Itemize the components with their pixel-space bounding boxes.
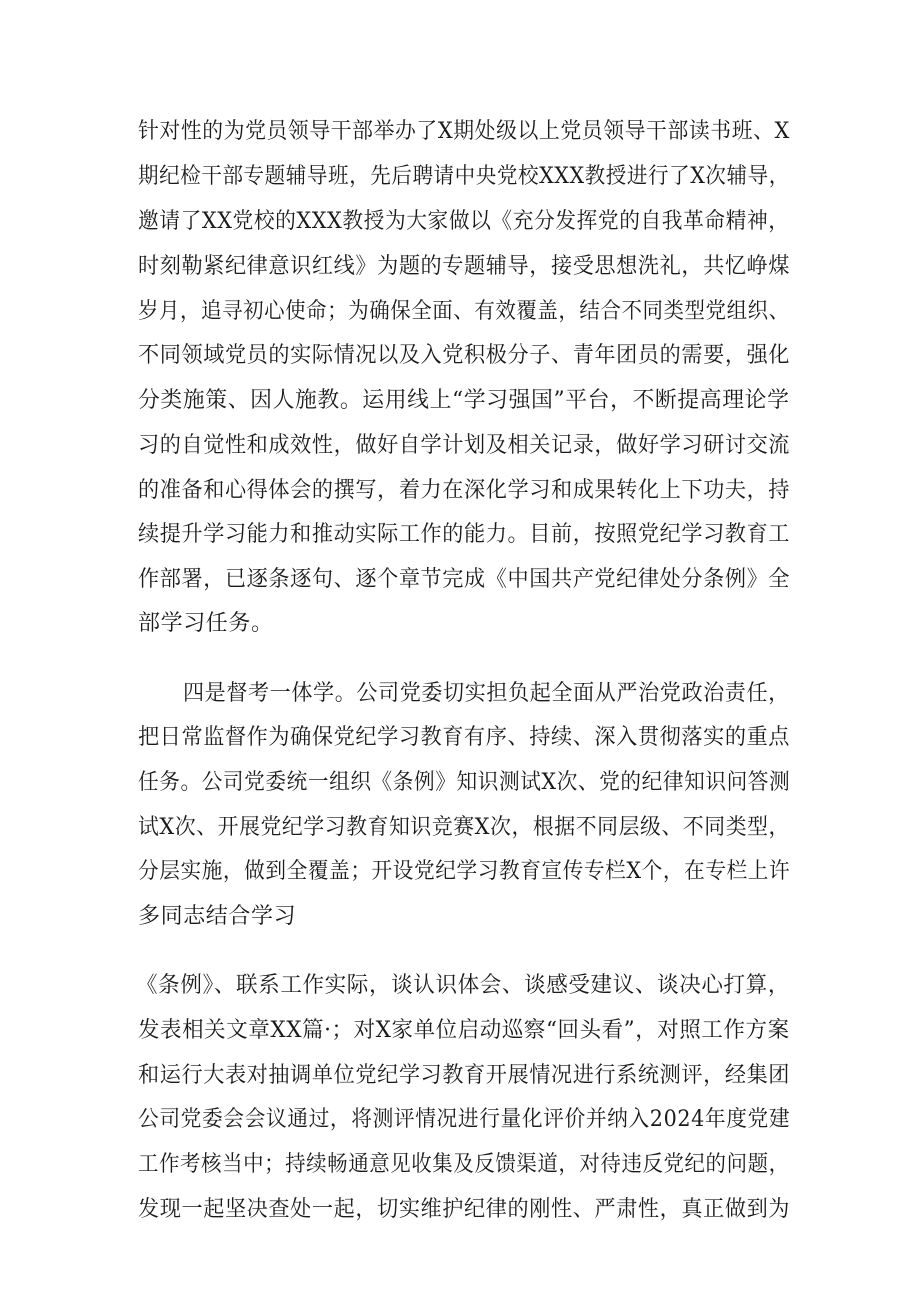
text-line: 和运行大表对抽调单位党纪学习教育开展情况进行系统测评，经集团: [138, 1063, 791, 1088]
text-line: 分层实施，做到全覆盖；开设党纪学习教育宣传专栏X个，在专栏上许: [138, 859, 791, 884]
text-line: 任务。公司党委统一组织《条例》知识测试X次、党的纪律知识问答测: [138, 770, 791, 795]
text-line: 部学习任务。: [138, 611, 274, 636]
text-line: 的准备和心得体会的撰写，着力在深化学习和成果转化上下功夫，持: [138, 478, 791, 503]
text-line: 公司党委会会议通过，将测评情况进行量化评价并纳入2024年度党建: [138, 1107, 791, 1132]
text-line: 把日常监督作为确保党纪学习教育有序、持续、深入贯彻落实的重点: [138, 725, 791, 750]
text-line: 时刻勒紧纪律意识红线》为题的专题辅导，接受思想洗礼，共忆峥煤: [138, 254, 791, 279]
text-line: 习的自觉性和成效性，做好自学计划及相关记录，做好学习研讨交流: [138, 433, 791, 458]
text-line: 多同志结合学习: [138, 904, 297, 929]
text-line: 邀请了XX党校的XXX教授为大家做以《充分发挥党的自我革命精神，: [138, 209, 790, 234]
text-line: 续提升学习能力和推动实际工作的能力。目前，按照党纪学习教育工: [138, 522, 791, 547]
text-line: 分类施策、因人施教。运用线上“学习强国”平台，不断提高理论学: [138, 388, 790, 413]
text-line: 发表相关文章XX篇·；对X家单位启动巡察“回头看”，对照工作方案: [138, 1018, 790, 1043]
text-line: 期纪检干部专题辅导班，先后聘请中央党校XXX教授进行了X次辅导，: [138, 164, 790, 189]
text-line: 《条例》、联系工作实际，谈认识体会、谈感受建议、谈决心打算，: [136, 973, 791, 998]
text-line: 试X次、开展党纪学习教育知识竞赛X次，根据不同层级、不同类型，: [138, 815, 790, 840]
text-line: 发现一起坚决查处一起，切实维护纪律的刚性、严肃性，真正做到为: [138, 1197, 791, 1222]
text-line: 作部署，已逐条逐句、逐个章节完成《中国共产党纪律处分条例》全: [138, 567, 791, 592]
text-line: 四是督考一体学。公司党委切实担负起全面从严治党政治责任，: [183, 681, 790, 706]
text-line: 岁月，追寻初心使命；为确保全面、有效覆盖，结合不同类型党组织、: [138, 299, 790, 324]
text-line: 针对性的为党员领导干部举办了X期处级以上党员领导干部读书班、X: [138, 119, 790, 144]
text-line: 不同领域党员的实际情况以及入党积极分子、青年团员的需要，强化: [138, 343, 791, 368]
text-line: 工作考核当中；持续畅通意见收集及反馈渠道，对待违反党纪的问题，: [138, 1152, 790, 1177]
